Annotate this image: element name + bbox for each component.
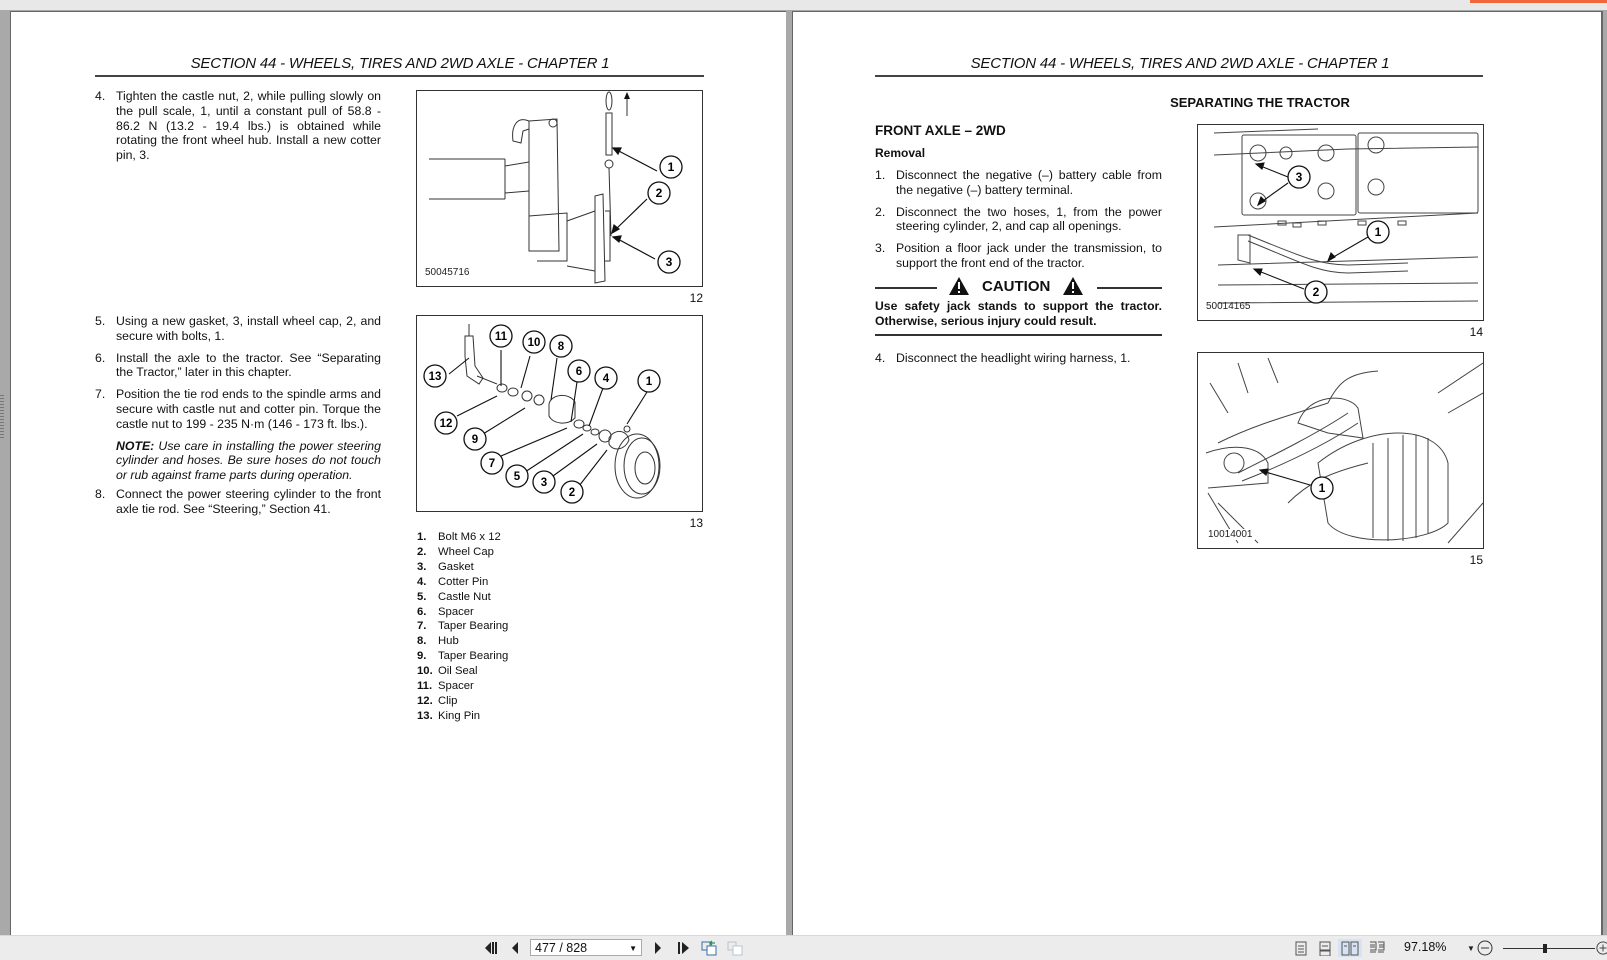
legend-number: 6. <box>417 605 427 618</box>
subsubsection-heading: Removal <box>875 146 926 160</box>
legend-row <box>417 605 508 620</box>
figure-id: 50014165 <box>1206 301 1251 312</box>
continuous-view-button[interactable] <box>1318 939 1332 957</box>
page-number-input[interactable] <box>530 939 642 956</box>
document-page-left <box>10 11 786 936</box>
caution-title: CAUTION <box>982 277 1051 295</box>
legend-label: Gasket <box>438 560 474 573</box>
continuous-facing-view-icon <box>1369 941 1385 956</box>
legend-label: Spacer <box>438 605 474 618</box>
step-item <box>95 89 381 163</box>
step-number: 8. <box>95 486 106 501</box>
callout-10: 10 <box>527 337 541 349</box>
zoom-slider[interactable] <box>1503 948 1595 949</box>
step-number: 4. <box>95 89 106 103</box>
figure-number: 12 <box>689 291 703 305</box>
callout-1: 1 <box>667 160 675 174</box>
legend-label: Cotter Pin <box>438 575 489 588</box>
next-view-icon <box>727 940 743 956</box>
hub-pull-scale-illustration <box>417 91 702 286</box>
step-text: Position the tie rod ends to the spindle arms and secure with castle nut and cotter pin. Torque the castle nut to 199 - 235 N·m (146 - 173 ft. lbs.). <box>116 387 381 431</box>
section-header: SECTION 44 - WHEELS, TIRES AND 2WD AXLE - CHAPTER 1 <box>190 55 610 72</box>
step-item <box>875 351 1162 366</box>
step-number: 1. <box>875 168 886 182</box>
callout-12: 12 <box>439 418 453 430</box>
legend-label: King Pin <box>438 709 481 722</box>
callout-3: 3 <box>1295 170 1303 184</box>
step-text: Connect the power steering cylinder to the front axle tie rod. See “Steering,” Section 41. <box>116 486 381 516</box>
figure-13-exploded-hub <box>416 315 703 512</box>
callout-8: 8 <box>557 341 565 353</box>
step-number: 7. <box>95 387 106 402</box>
callout-2: 2 <box>655 186 663 200</box>
zoom-dropdown-button[interactable] <box>1467 939 1475 957</box>
previous-page-button[interactable] <box>508 939 522 957</box>
caution-text: Use safety jack stands to support the tractor. Otherwise, serious injury could result. <box>875 299 1162 328</box>
callout-1: 1 <box>645 376 653 388</box>
step-item <box>875 205 1162 235</box>
section-header: SECTION 44 - WHEELS, TIRES AND 2WD AXLE - CHAPTER 1 <box>970 55 1390 72</box>
continuous-view-icon <box>1319 941 1331 956</box>
next-page-button[interactable] <box>651 939 665 957</box>
subsection-heading: FRONT AXLE – 2WD <box>875 123 1006 138</box>
legend-row <box>417 649 508 664</box>
zoom-in-icon <box>1596 940 1607 956</box>
callout-2: 2 <box>1312 285 1320 299</box>
accent-tab <box>1470 0 1607 3</box>
legend-label: Wheel Cap <box>438 545 494 558</box>
step-text: Disconnect the headlight wiring harness, 1. <box>896 351 1131 365</box>
zoom-in-button[interactable] <box>1596 939 1607 957</box>
steps-group-a <box>95 89 381 170</box>
step-number: 6. <box>95 350 106 365</box>
caution-heading <box>948 276 1084 296</box>
legend-label: Clip <box>438 694 458 707</box>
legend-row <box>417 560 508 575</box>
single-page-view-button[interactable] <box>1294 939 1308 957</box>
legend-row <box>417 664 508 679</box>
first-page-button[interactable] <box>483 939 499 957</box>
legend-number: 13. <box>417 709 433 722</box>
next-page-icon <box>654 942 662 954</box>
prev-page-icon <box>511 942 519 954</box>
step-number: 3. <box>875 241 886 256</box>
note-text: Use care in installing the power steering cylinder and hoses. Be sure hoses do not touch or rub against frame parts during operation. <box>116 438 381 483</box>
legend-label: Oil Seal <box>438 665 478 678</box>
warning-triangle-icon <box>948 276 970 296</box>
step-item <box>875 168 1162 198</box>
callout-5: 5 <box>513 471 521 483</box>
next-view-button[interactable] <box>726 939 744 957</box>
prev-view-icon <box>701 940 717 956</box>
facing-view-icon <box>1341 941 1359 956</box>
callout-1: 1 <box>1318 481 1326 495</box>
legend-label: Bolt M6 x 12 <box>438 531 501 543</box>
callout-7: 7 <box>488 458 496 470</box>
figure-id: 50045716 <box>425 267 470 278</box>
legend-label: Taper Bearing <box>438 620 509 633</box>
step-text: Disconnect the negative (–) battery cable from the negative (–) battery terminal. <box>896 168 1162 197</box>
figure-number: 14 <box>1469 325 1483 339</box>
previous-view-button[interactable] <box>700 939 718 957</box>
legend-row <box>417 590 508 605</box>
callout-6: 6 <box>575 366 583 378</box>
legend-row <box>417 634 508 649</box>
step-text: Install the axle to the tractor. See “Separating the Tractor,” later in this chapter. <box>116 350 381 380</box>
step-item <box>95 351 381 381</box>
exploded-hub-illustration <box>417 316 702 511</box>
headlight-harness-illustration <box>1198 353 1483 548</box>
legend-number: 1. <box>417 531 427 543</box>
steps-group-b <box>875 351 1162 373</box>
legend-number: 11. <box>417 680 433 693</box>
legend-number: 3. <box>417 560 427 573</box>
legend-label: Taper Bearing <box>438 650 509 663</box>
page-number-value: 477 / 828 <box>535 941 588 955</box>
header-rule <box>95 75 704 77</box>
note-label: NOTE: <box>116 438 155 453</box>
page-dropdown-icon[interactable]: ▼ <box>629 944 637 953</box>
callout-1: 1 <box>1374 225 1382 239</box>
step-number: 5. <box>95 314 106 328</box>
callout-4: 4 <box>602 373 610 385</box>
figure-number: 13 <box>689 516 703 530</box>
step-item <box>95 387 381 431</box>
note-block <box>116 439 381 483</box>
legend-number: 5. <box>417 590 427 603</box>
step-item <box>95 487 381 517</box>
step-text: Tighten the castle nut, 2, while pulling slowly on the pull scale, 1, until a constant pull of 58.8 - 86.2 N (13.2 - 19.4 lbs.) is obtained while rotating the front wheel hub. Install a new cotter pin, 3. <box>116 89 381 163</box>
zoom-out-icon <box>1477 940 1493 956</box>
parts-legend <box>417 530 508 724</box>
legend-row <box>417 575 508 590</box>
legend-row <box>417 545 508 560</box>
callout-2: 2 <box>568 487 576 499</box>
figure-id: 10014001 <box>1208 529 1253 540</box>
caution-rule-bottom <box>875 334 1162 336</box>
single-page-view-icon <box>1295 941 1307 956</box>
callout-13: 13 <box>428 371 442 383</box>
steps-group-a <box>875 168 1162 278</box>
figure-15-headlight-harness <box>1197 352 1484 549</box>
step-number: 2. <box>875 204 886 219</box>
zoom-slider-handle[interactable] <box>1543 944 1547 953</box>
window-top-strip <box>0 0 1607 10</box>
legend-row <box>417 530 508 545</box>
legend-number: 10. <box>417 665 433 678</box>
steering-cylinder-illustration <box>1198 125 1483 320</box>
figure-12-pull-scale <box>416 90 703 287</box>
step-item <box>95 314 381 344</box>
last-page-icon <box>677 942 691 954</box>
legend-number: 9. <box>417 650 427 663</box>
caution-rule-left <box>875 287 937 289</box>
legend-label: Spacer <box>438 680 474 693</box>
legend-row <box>417 619 508 634</box>
facing-view-button[interactable] <box>1338 939 1362 957</box>
first-page-icon <box>484 942 498 954</box>
caution-rule-right <box>1097 287 1162 289</box>
legend-number: 7. <box>417 620 427 633</box>
continuous-facing-view-button[interactable] <box>1368 939 1386 957</box>
legend-row <box>417 679 508 694</box>
callout-11: 11 <box>494 331 508 343</box>
legend-number: 8. <box>417 635 427 648</box>
legend-label: Hub <box>438 635 459 648</box>
step-text: Disconnect the two hoses, 1, from the power steering cylinder, 2, and cap all openings. <box>896 204 1162 234</box>
zoom-level[interactable]: 97.18% <box>1404 940 1447 954</box>
left-scroll-grip[interactable] <box>0 395 4 440</box>
figure-number: 15 <box>1469 553 1483 567</box>
step-item <box>875 241 1162 271</box>
document-page-right <box>792 11 1603 936</box>
step-text: Using a new gasket, 3, install wheel cap, 2, and secure with bolts, 1. <box>116 314 381 343</box>
legend-number: 12. <box>417 694 433 707</box>
callout-9: 9 <box>471 434 479 446</box>
zoom-out-button[interactable] <box>1476 939 1494 957</box>
zoom-dropdown-icon: ▼ <box>1467 943 1475 953</box>
steps-group-b <box>95 314 381 524</box>
legend-row <box>417 709 508 724</box>
warning-triangle-icon <box>1062 276 1084 296</box>
figure-14-steering-hoses <box>1197 124 1484 321</box>
step-text: Position a floor jack under the transmission, to support the front end of the tractor. <box>896 241 1162 270</box>
last-page-button[interactable] <box>676 939 692 957</box>
page-title: SEPARATING THE TRACTOR <box>1170 95 1350 110</box>
callout-3: 3 <box>665 255 673 269</box>
legend-number: 2. <box>417 545 427 558</box>
pdf-viewer-toolbar <box>0 935 1607 960</box>
legend-number: 4. <box>417 575 427 588</box>
legend-label: Castle Nut <box>438 590 491 603</box>
callout-3: 3 <box>540 477 548 489</box>
legend-row <box>417 694 508 709</box>
header-rule <box>875 75 1483 77</box>
step-number: 4. <box>875 351 886 365</box>
